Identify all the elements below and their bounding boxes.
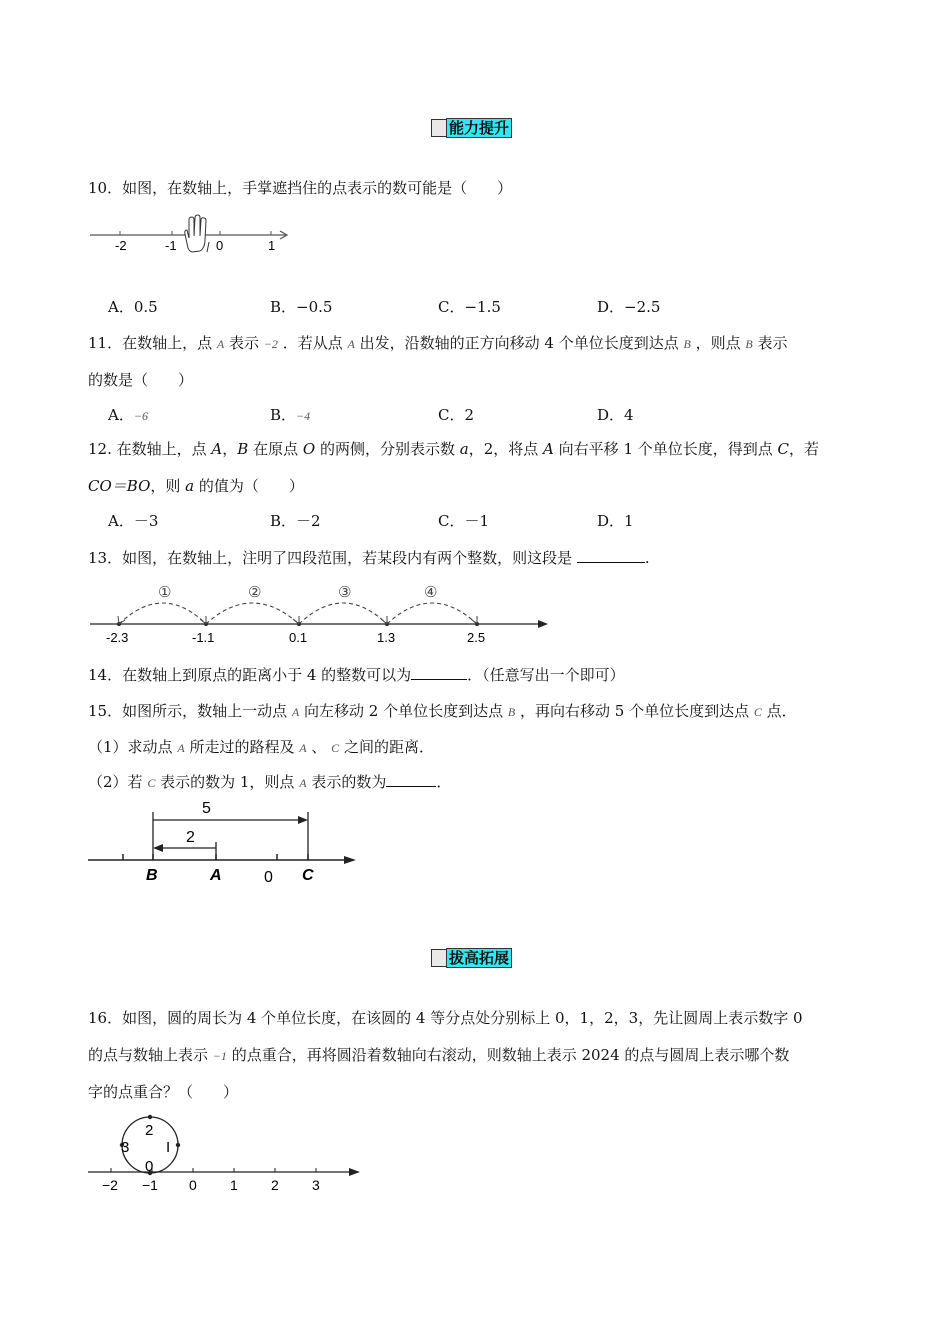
text: 13．如图，在数轴上，注明了四段范围，若某段内有两个整数，则这段是 [88,549,573,567]
circle-label: 0 [145,1158,154,1175]
option-value: −4 [296,409,311,423]
text: ，则点 [695,334,741,352]
var-a: A [216,337,225,351]
var-c: C [331,741,340,755]
q12-stem-line1 [88,439,819,459]
axis-arrow [349,1168,360,1176]
q10-option-b[interactable]: B．−0.5 [270,298,333,316]
arc [119,603,206,624]
text: ，再向右移动 5 个单位长度到达点 [520,702,750,720]
var-a: A [177,741,185,755]
circle-point [176,1143,180,1147]
q11-option-b[interactable] [270,405,310,426]
range-circle-label: ④ [424,584,438,601]
var-lower-a: a [459,440,469,458]
arc [206,603,299,624]
var-b: B [237,440,249,458]
q10-option-a[interactable]: A．0.5 [108,298,158,316]
q15-number-line-figure [86,798,362,888]
text: 向左移动 2 个单位长度到达点 [304,702,504,720]
text: （2）若 [88,773,143,791]
var-a: A [347,337,355,351]
q14-stem [88,665,625,685]
var-b: B [745,337,753,351]
text: 点． [766,702,797,720]
text: 的点与数轴上表示 [88,1046,209,1064]
move-two-label: 2 [186,829,195,846]
var-a: A [299,741,307,755]
text: 14．在数轴上到原点的距离小于 4 的整数可以为 [88,666,412,684]
q16-stem-line2 [88,1045,789,1066]
circle-label: 2 [145,1122,154,1139]
q11-stem-line2: 的数是（ ） [88,371,194,389]
text: 的两侧，分别表示数 [319,440,455,458]
arc [387,603,477,624]
text: ．（任意写出一个即可） [467,666,625,684]
answer-blank[interactable] [577,548,645,563]
text: 表示的数为 1，则点 [160,773,295,791]
text: . [644,549,650,567]
section-header-ability [431,118,512,138]
axis-label: −2 [102,1177,118,1193]
axis-label: 1 [268,238,276,253]
option-label: A． [108,406,134,424]
var-lower-a: a [185,477,195,495]
arrowhead [200,616,206,624]
q10-stem: 10．如图，在数轴上，手掌遮挡住的点表示的数可能是（ ） [88,179,513,197]
q10-option-d[interactable]: D．−2.5 [597,298,661,316]
text: ，2，将点 [468,440,539,458]
answer-blank[interactable] [386,772,436,787]
text: 的值为（ ） [198,477,304,495]
point-label-zero: 0 [264,869,273,886]
text: 表示 [229,334,260,352]
text: ， [222,440,238,458]
point-label-b: B [146,867,158,884]
answer-blank[interactable] [411,665,467,680]
arrowhead [293,616,299,624]
q15-subquestion-1 [88,737,434,758]
axis-label: 0 [189,1177,197,1193]
text: 在原点 [253,440,299,458]
section-title: 拔高拓展 [446,948,512,968]
arrowhead [381,616,387,624]
q10-option-c[interactable]: C．−1.5 [438,298,501,316]
q12-option-d[interactable]: D．1 [597,512,634,530]
header-tab-decoration [431,949,446,967]
text: （1）求动点 [88,738,173,756]
var-a: A [211,440,223,458]
q12-stem-line2 [88,476,304,496]
section-header-advanced [431,948,512,968]
text: ． [436,773,452,791]
header-tab-decoration [431,119,446,137]
var-o: O [302,440,316,458]
text: 向右平移 1 个单位长度，得到点 [558,440,773,458]
var-b: B [507,705,516,719]
axis-label: 0 [216,238,224,253]
q16-stem-line3: 字的点重合？（ ） [88,1083,239,1101]
q16-stem-line1: 16．如图，圆的周长为 4 个单位长度，在该圆的 4 等分点处分别标上 0，1，2，3，先让圆周上表示数字 0 [88,1009,803,1027]
arc [299,603,387,624]
point-label-c: C [302,867,314,884]
text: 15．如图所示，数轴上一动点 [88,702,288,720]
axis-label: -2 [115,238,127,253]
value-minus-two: −2 [263,337,278,351]
tick-label: 0.1 [289,630,308,645]
q12-option-c[interactable]: C．－1 [438,512,490,530]
q15-subquestion-2 [88,772,451,793]
q15-stem [88,701,797,722]
text: ，则 [150,477,181,495]
arrow-five-head [298,816,308,824]
text: 之间的距离． [343,738,434,756]
tick-label: 1.3 [377,630,396,645]
value-minus-one: −1 [212,1049,227,1063]
arrowhead [118,616,125,624]
q13-number-line-figure [88,578,558,648]
circle-label: 3 [121,1139,130,1156]
q12-option-a[interactable]: A．－3 [108,512,159,530]
axis-label: 1 [230,1177,238,1193]
q11-stem-line1 [88,333,788,354]
tick-label: -2.3 [106,630,129,645]
var-c: C [147,776,156,790]
text: ，若 [789,440,820,458]
var-c: C [753,705,762,719]
section-title: 能力提升 [446,118,512,138]
arc-arrowheads [118,616,477,624]
q13-stem [88,548,650,568]
tick-label: -1.1 [192,630,215,645]
axis-label: 2 [271,1177,279,1193]
q11-option-a[interactable] [108,405,148,426]
axis-label: -1 [165,238,177,253]
range-circle-label: ② [248,584,262,601]
range-circle-label: ③ [338,584,352,601]
text: 表示 [757,334,788,352]
axis-label: 3 [312,1177,320,1193]
var-b: B [683,337,691,351]
equation: CO＝BO [88,477,151,495]
var-a: A [543,440,554,458]
q16-circle-number-line-figure [86,1108,366,1198]
range-circle-label: ① [158,584,172,601]
text: 所走过的路程及 [189,738,295,756]
var-a: A [299,776,307,790]
text: 表示的数为 [311,773,387,791]
range-arcs [119,603,477,624]
tick-label: 2.5 [467,630,486,645]
move-five-label: 5 [202,800,211,817]
point-label-a: A [210,867,222,884]
text: 的点重合，再将圆沿着数轴向右滚动，则数轴上表示 2024 的点与圆周上表示哪个数 [231,1046,790,1064]
circle-point [148,1115,152,1119]
text: 出发，沿数轴的正方向移动 4 个单位长度到达点 [359,334,679,352]
q12-option-b[interactable]: B．－2 [270,512,321,530]
text: 、 [311,738,327,756]
axis-label: −1 [142,1177,158,1193]
arrow-two-head [153,844,163,852]
axis-arrow [538,620,548,628]
q11-option-c[interactable]: C．2 [438,406,475,424]
option-value: −6 [133,409,148,423]
text: ．若从点 [282,334,343,352]
arrowhead [471,616,477,624]
q10-number-line-figure [88,212,298,256]
var-c: C [777,440,790,458]
q11-option-d[interactable]: D．4 [597,406,634,424]
axis-arrow [344,856,356,864]
var-a: A [291,705,300,719]
text: 11．在数轴上，点 [88,334,213,352]
option-label: B． [270,406,297,424]
hand-icon [185,215,209,252]
text: 12. 在数轴上，点 [88,440,207,458]
circle-label: I [166,1139,171,1156]
